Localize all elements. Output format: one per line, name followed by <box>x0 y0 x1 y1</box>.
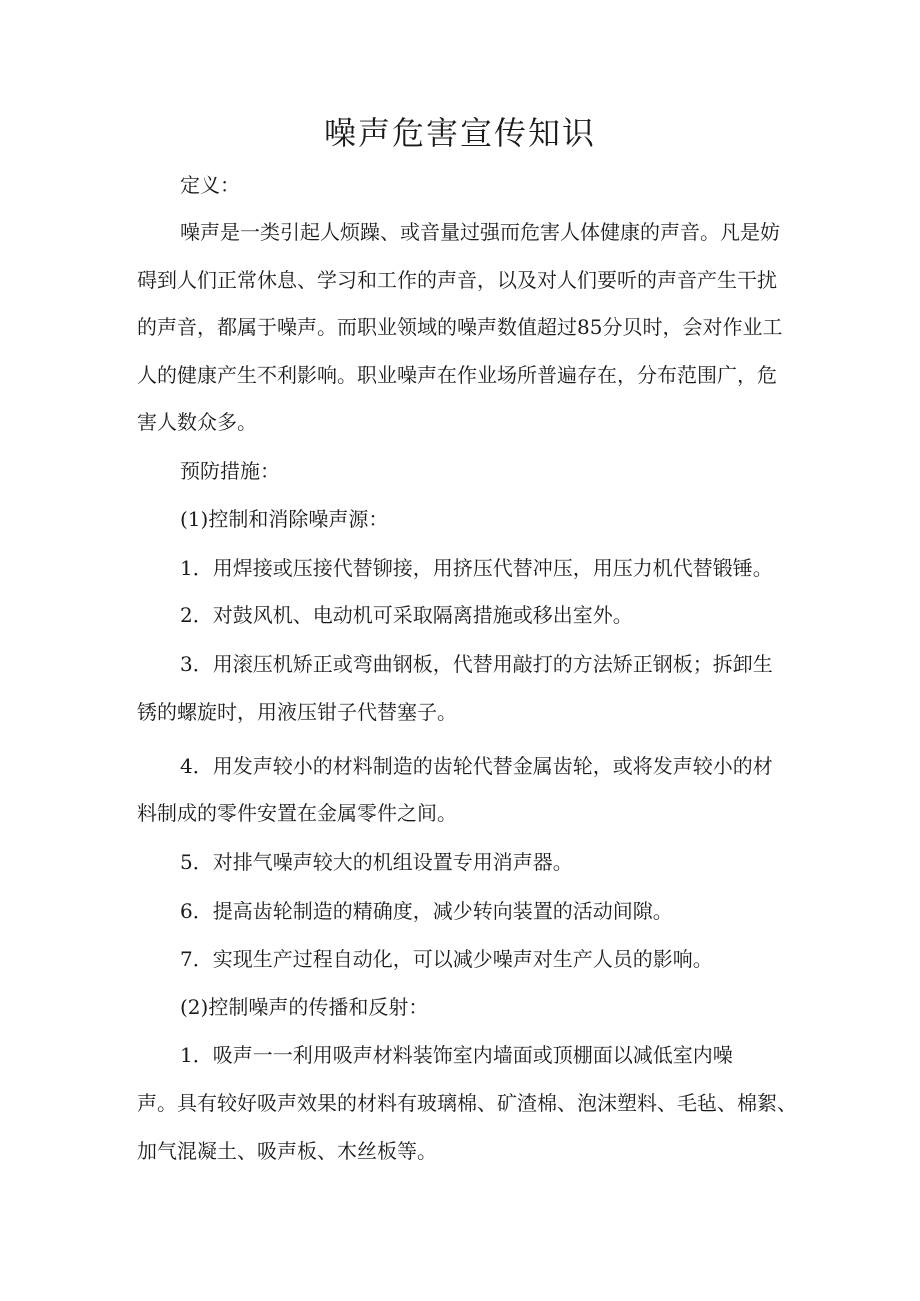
list-item: 6．提高齿轮制造的精确度，减少转向装置的活动间隙。 <box>180 899 673 923</box>
prevention-heading: 预防措施： <box>180 459 280 483</box>
paragraph-line: 害人数众多。 <box>137 410 257 434</box>
section-heading: (2)控制噪声的传播和反射： <box>180 995 429 1019</box>
list-item-continuation: 锈的螺旋时，用液压钳子代替塞子。 <box>137 700 457 724</box>
list-item: 1．吸声一一利用吸声材料装饰室内墙面或顶棚面以减低室内噪 <box>180 1043 733 1067</box>
list-item: 7．实现生产过程自动化，可以减少噪声对生产人员的影响。 <box>180 947 713 971</box>
paragraph-line: 的声音，都属于噪声。而职业领域的噪声数值超过85分贝时，会对作业工 <box>137 315 783 339</box>
list-item: 2．对鼓风机、电动机可采取隔离措施或移出室外。 <box>180 603 633 627</box>
list-item: 5．对排气噪声较大的机组设置专用消声器。 <box>180 850 573 874</box>
document-title: 噪声危害宣传知识 <box>323 114 596 152</box>
list-item-continuation: 声。具有较好吸声效果的材料有玻璃棉、矿渣棉、泡沫塑料、毛毡、棉絮、 <box>137 1091 797 1115</box>
list-item-continuation: 加气混凝土、吸声板、木丝板等。 <box>137 1139 437 1163</box>
definition-heading: 定义： <box>180 173 240 197</box>
list-item: 1．用焊接或压接代替铆接，用挤压代替冲压，用压力机代替锻锤。 <box>180 556 773 580</box>
paragraph-line: 人的健康产生不利影响。职业噪声在作业场所普遍存在，分布范围广，危 <box>137 363 777 387</box>
list-item: 3．用滚压机矫正或弯曲钢板，代替用敲打的方法矫正钢板；拆卸生 <box>180 652 773 676</box>
section-heading: (1)控制和消除噪声源： <box>180 507 389 531</box>
paragraph-line: 噪声是一类引起人烦躁、或音量过强而危害人体健康的声音。凡是妨 <box>180 220 780 244</box>
list-item-continuation: 料制成的零件安置在金属零件之间。 <box>137 801 457 825</box>
paragraph-line: 碍到人们正常休息、学习和工作的声音，以及对人们要听的声音产生干扰 <box>137 268 777 292</box>
list-item: 4．用发声较小的材料制造的齿轮代替金属齿轮，或将发声较小的材 <box>180 754 773 778</box>
